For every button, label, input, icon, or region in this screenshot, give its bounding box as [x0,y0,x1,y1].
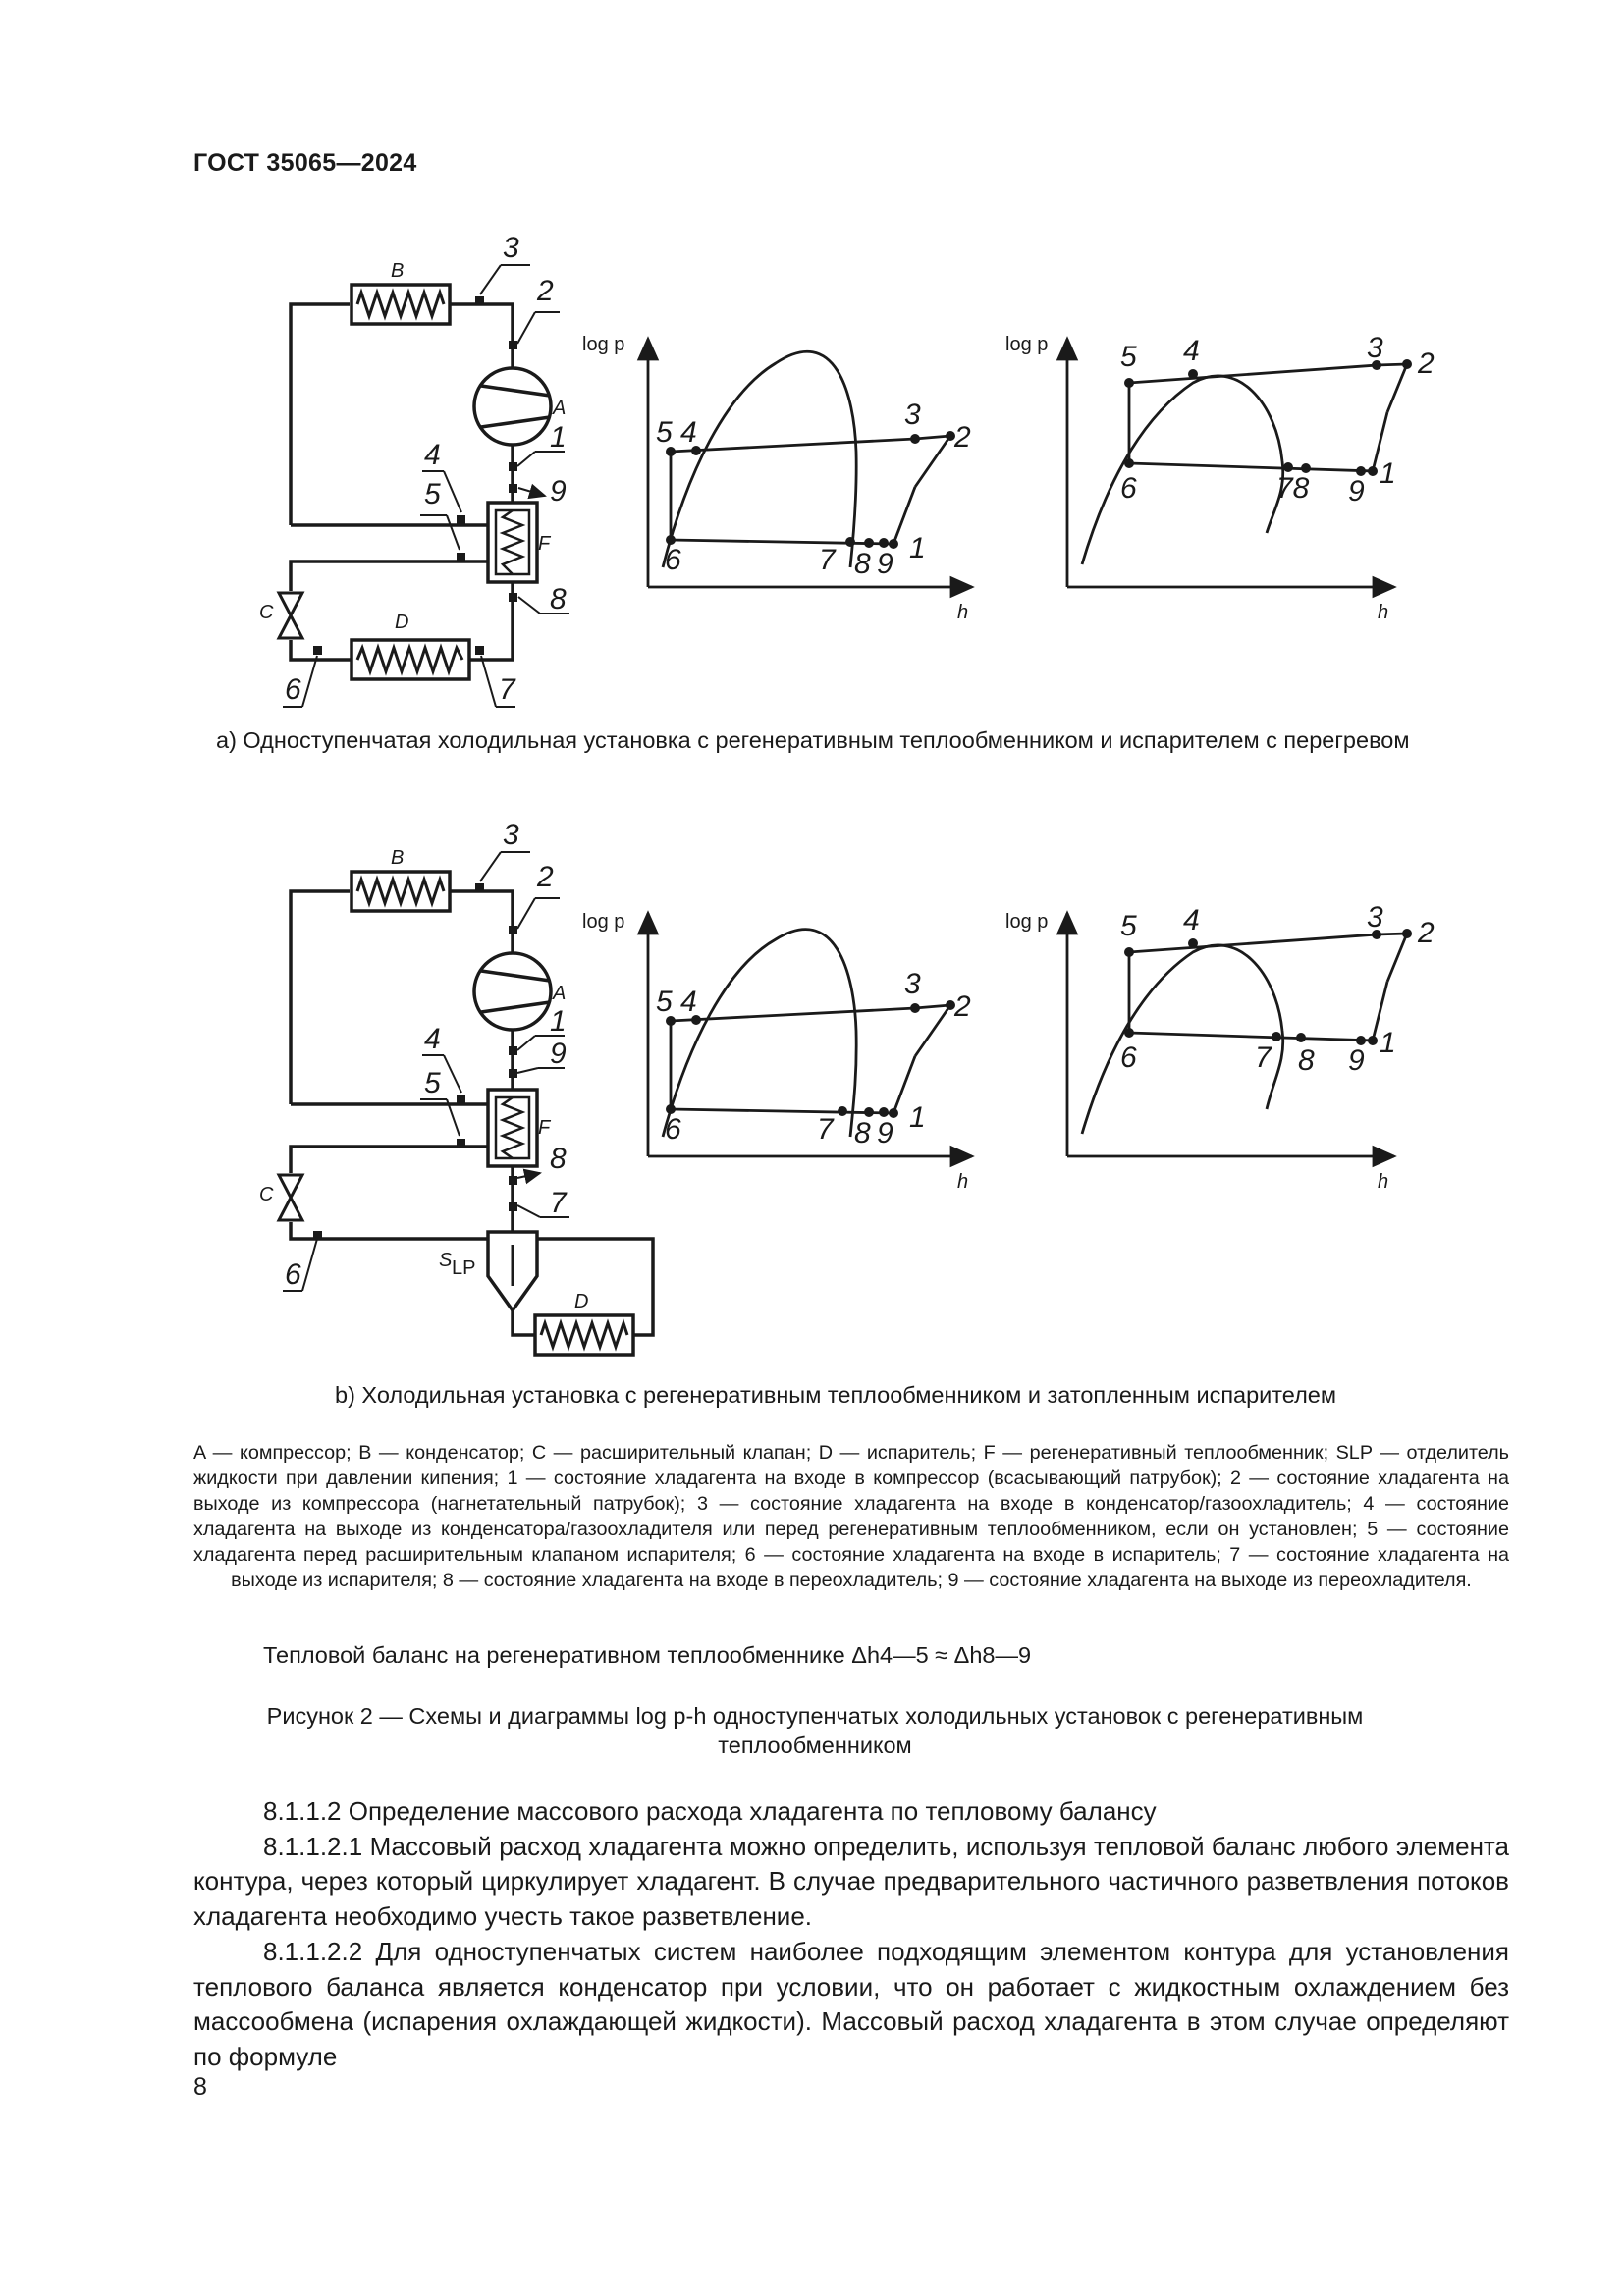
svg-text:2: 2 [954,990,971,1023]
schematic-a-points [313,296,517,655]
svg-text:1: 1 [909,1101,926,1134]
diagram-a-left-labels [582,334,971,623]
paragraph-8-1-1-2-1: 8.1.1.2.1 Массовый расход хладагента можно определить, используя тепловой баланс любого элемента контура, через который циркулирует хладагент. В случае предварительного частичного разветвления потоков хладагента необходимо учесть такое разветвление. [193,1831,1509,1932]
svg-text:F: F [538,533,551,555]
svg-text:1: 1 [909,532,926,564]
svg-text:9: 9 [877,548,893,580]
figure-b-caption: b) Холодильная установка с регенеративным теплообменником и затопленным испарителем [335,1382,1337,1408]
svg-text:7: 7 [819,544,836,576]
figure-a [0,0,1624,766]
svg-text:C: C [259,602,274,623]
svg-text:9: 9 [550,475,567,507]
svg-text:9: 9 [1348,475,1365,507]
svg-text:4: 4 [424,1023,441,1055]
svg-text:log p: log p [1005,334,1049,355]
svg-text:F: F [538,1117,551,1139]
svg-text:8: 8 [550,1143,567,1175]
svg-text:h: h [957,602,969,623]
svg-text:9: 9 [1348,1044,1365,1077]
svg-text:7: 7 [1255,1041,1272,1074]
svg-text:1: 1 [1380,1027,1396,1059]
svg-text:4: 4 [1183,904,1200,936]
svg-text:log p: log p [1005,911,1049,933]
svg-text:5 4: 5 4 [656,986,697,1018]
svg-text:5: 5 [424,478,441,510]
svg-text:2: 2 [954,421,971,454]
svg-text:LP: LP [452,1257,476,1279]
svg-text:D: D [574,1291,589,1312]
svg-text:B: B [391,260,405,282]
svg-text:6: 6 [665,1113,681,1146]
svg-text:7: 7 [817,1113,834,1146]
svg-text:1: 1 [550,1005,567,1038]
svg-text:log p: log p [582,334,625,355]
svg-text:3: 3 [904,968,921,1000]
schematic-b [279,872,653,1355]
svg-text:8: 8 [854,548,871,580]
svg-text:5: 5 [1120,910,1137,942]
svg-text:3: 3 [503,232,519,264]
svg-text:A: A [553,398,567,419]
svg-text:6: 6 [1120,472,1137,505]
svg-text:h: h [1378,1171,1389,1193]
svg-text:6: 6 [285,1258,301,1291]
diagram-b-right [1067,913,1407,1156]
svg-text:3: 3 [503,819,519,851]
svg-text:D: D [395,612,409,633]
svg-text:5: 5 [424,1067,441,1099]
svg-text:9: 9 [550,1038,567,1070]
svg-text:2: 2 [537,861,554,893]
paragraph-8-1-1-2: 8.1.1.2 Определение массового расхода хладагента по тепловому балансу [263,1796,1157,1826]
svg-text:3: 3 [1367,332,1383,364]
figure-a-caption: а) Одноступенчатая холодильная установка с регенеративным теплообменником и испарителем с перегревом [216,727,1410,753]
figure-legend: A — компрессор; B — конденсатор; C — расширительный клапан; D — испаритель; F — регенеративный теплообменник; SLP — отделитель жидкости при давлении кипения; 1 — состояние хладагента на входе в компрессор (всасывающий патрубок); 2 — состояние хладагента на выходе из компрессора (нагнетательный патрубок); 3 — состояние хладагента на входе в конденсатор/газоохладитель; 4 — состояние хладагента на выходе из конденсатора/газоохладителя или перед регенеративным теплообменником, если он установлен; 5 — состояние хладагента перед расширительным клапаном испарителя; 6 — состояние хладагента на входе в испаритель; 7 — состояние хладагента на выходе из испарителя; 8 — состояние хладагента на входе в переохладитель; 9 — состояние хладагента на выходе из переохладителя. [193,1442,1509,1591]
svg-text:log p: log p [582,911,625,933]
svg-text:7: 7 [499,673,515,706]
svg-text:1: 1 [550,421,567,454]
document-header: ГОСТ 35065—2024 [193,149,417,177]
svg-text:7: 7 [550,1187,567,1219]
svg-text:B: B [391,847,405,869]
diagram-b-left-labels [582,911,971,1193]
svg-text:4: 4 [424,439,441,471]
svg-text:S: S [439,1250,453,1271]
paragraph-8-1-1-2-2: 8.1.1.2.2 Для одноступенчатых систем наиболее подходящим элементом контура для установления теплового баланса является конденсатор при условии, что он работает с жидкостным охлаждением без массообмена (испарения охлаждающей жидкости). Массовый расход хладагента в этом случае определяют по формуле [193,1936,1509,2071]
svg-text:3: 3 [904,399,921,431]
svg-text:2: 2 [537,275,554,307]
diagram-a-right-points [1124,359,1412,476]
svg-text:9: 9 [877,1117,893,1149]
svg-text:6: 6 [1120,1041,1137,1074]
svg-text:6: 6 [285,673,301,706]
svg-text:5: 5 [1120,341,1137,373]
figure-b [0,785,1624,1374]
schematic-b-points [313,883,517,1240]
svg-text:h: h [1378,602,1389,623]
svg-text:h: h [957,1171,969,1193]
heat-balance-note: Тепловой баланс на регенеративном теплообменнике Δh4—5 ≈ Δh8—9 [263,1642,1032,1668]
svg-text:8: 8 [1298,1044,1315,1077]
svg-text:8: 8 [550,583,567,615]
diagram-a-right [1067,339,1407,587]
figure-title: Рисунок 2 — Схемы и диаграммы log p-h одноступенчатых холодильных установок с регенеративным теплообменником [266,1703,1364,1758]
svg-text:A: A [553,983,567,1004]
svg-text:1: 1 [1380,457,1396,490]
svg-text:4: 4 [1183,335,1200,367]
svg-text:2: 2 [1418,917,1435,949]
svg-text:2: 2 [1418,347,1435,380]
page-number: 8 [193,2073,207,2101]
svg-text:8: 8 [854,1117,871,1149]
svg-text:C: C [259,1184,274,1205]
body-text [193,1794,1509,2075]
svg-text:78: 78 [1276,472,1310,505]
svg-text:3: 3 [1367,901,1383,934]
svg-text:6: 6 [665,544,681,576]
diagram-b-right-points [1124,929,1412,1045]
svg-text:5 4: 5 4 [656,416,697,449]
